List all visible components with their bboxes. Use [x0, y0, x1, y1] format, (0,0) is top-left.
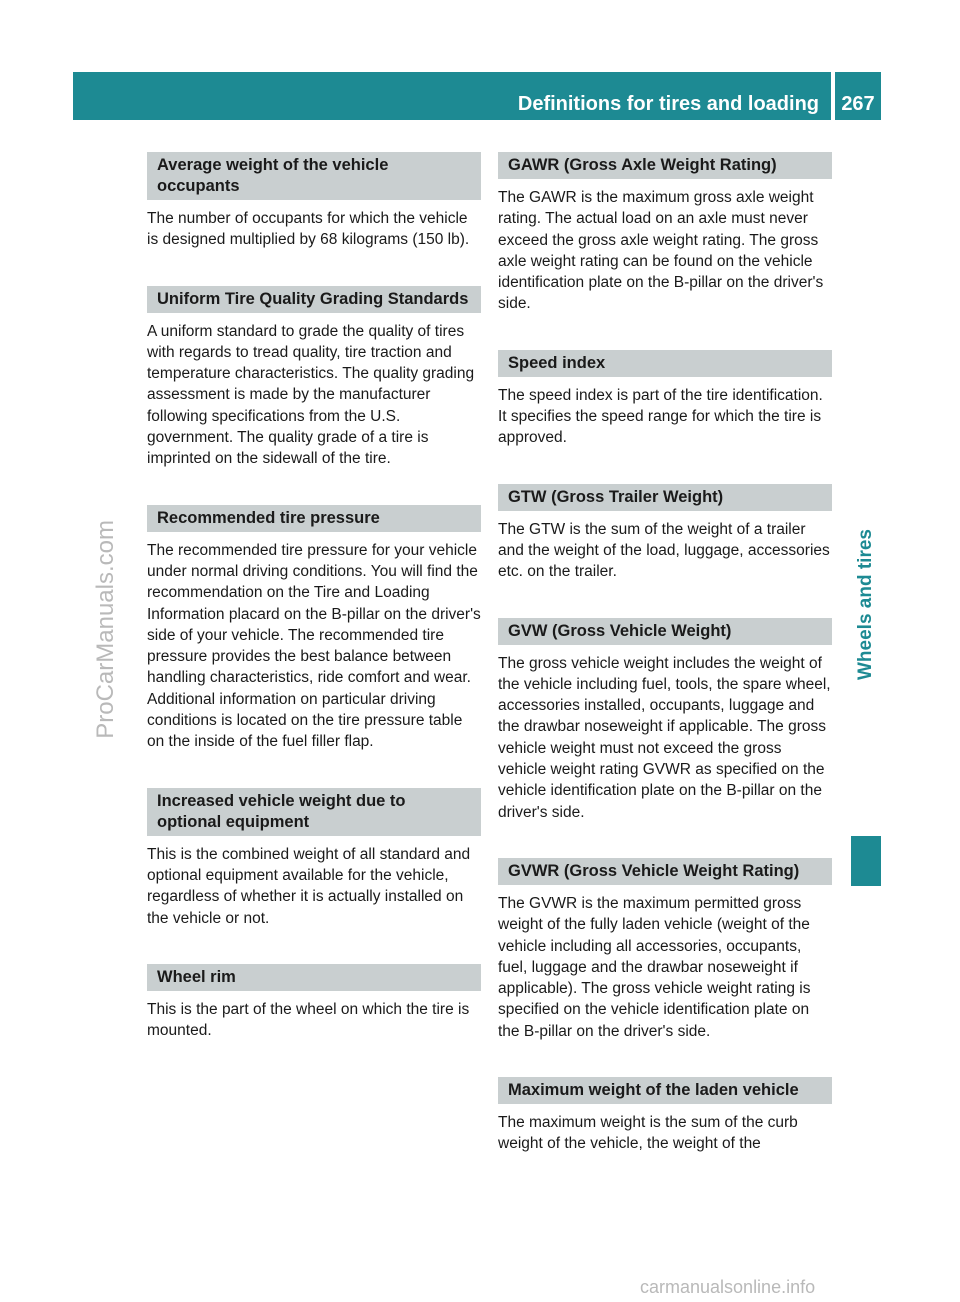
- watermark-bottom: carmanualsonline.info: [640, 1277, 816, 1297]
- chapter-tab-marker: [851, 836, 881, 886]
- section-body: The number of occupants for which the vehicle is designed multiplied by 68 kilograms (150 lb).: [147, 210, 470, 249]
- section-heading: Average weight of the vehicle occupants: [147, 152, 481, 200]
- page-number: 267: [841, 93, 875, 115]
- section-heading: GTW (Gross Trailer Weight): [498, 484, 832, 511]
- header-bar: [73, 72, 831, 120]
- section-body: The GTW is the sum of the weight of a trailer and the weight of the load, luggage, accessories etc. on the trailer.: [498, 520, 830, 581]
- watermark-left: ProCarManuals.com: [92, 520, 119, 739]
- section-heading: GAWR (Gross Axle Weight Rating): [498, 152, 832, 179]
- section-body: A uniform standard to grade the quality of tires with regards to tread quality, tire traction and temperature characteristics. The quality grading assessment is made by the manufacturer following specifications from the U.S. government. The quality grade of a tire is imprinted on the sidewall of the tire.: [147, 322, 475, 468]
- section-body: The recommended tire pressure for your vehicle under normal driving conditions. You will find the recommendation on the Tire and Loading Information placard on the B-pillar on the driver's side of your vehicle. The recommended tire pressure provides the best balance between handling characteristics, ride comfort and wear. Additional information on particular driving conditions is located on the tire pressure table on the inside of the fuel filler flap.: [147, 541, 481, 751]
- right-column: [498, 152, 832, 1190]
- section-heading: GVWR (Gross Vehicle Weight Rating): [498, 858, 832, 885]
- section-body: The GAWR is the maximum gross axle weight rating. The actual load on an axle must never exceed the gross axle weight rating. The gross axle weight rating can be found on the vehicle identification plate on the B-pillar on the driver's side.: [498, 189, 824, 313]
- section-body: This is the part of the wheel on which the tire is mounted.: [147, 1000, 470, 1040]
- section-heading: Speed index: [498, 350, 832, 377]
- section-gawr: [498, 152, 832, 315]
- section-utqg: [147, 286, 481, 470]
- section-heading: Wheel rim: [147, 964, 481, 991]
- section-average-occupant-weight: [147, 152, 481, 251]
- section-heading: Recommended tire pressure: [147, 505, 481, 532]
- section-max-laden-weight: [498, 1077, 832, 1155]
- section-gvwr: [498, 858, 832, 1042]
- section-heading: GVW (Gross Vehicle Weight): [498, 618, 832, 645]
- section-body: This is the combined weight of all standard and optional equipment available for the vehicle, regardless of whether it is actually installed on the vehicle or not.: [147, 845, 471, 927]
- section-body: The GVWR is the maximum permitted gross weight of the fully laden vehicle (weight of the vehicle including all accessories, occupants, fuel, luggage and the drawbar noseweight if applicable). The gross vehicle weight rating is specified on the vehicle identification plate on the B-pillar on the driver's side.: [498, 894, 811, 1040]
- section-heading: Maximum weight of the laden vehicle: [498, 1077, 832, 1104]
- section-heading: Uniform Tire Quality Grading Standards: [147, 286, 481, 313]
- section-optional-equipment-weight: [147, 788, 481, 929]
- section-wheel-rim: [147, 964, 481, 1042]
- left-column: [147, 152, 481, 1076]
- section-body: The maximum weight is the sum of the curb weight of the vehicle, the weight of the: [498, 1114, 798, 1153]
- section-recommended-tire-pressure: [147, 505, 481, 753]
- section-gvw: [498, 618, 832, 823]
- section-body: The gross vehicle weight includes the weight of the vehicle including fuel, tools, the spare wheel, accessories installed, occupants, luggage and the drawbar noseweight if applicable. The gross vehicle weight must not exceed the gross vehicle weight rating GVWR as specified on the vehicle identification plate on the B-pillar on the driver's side.: [498, 654, 831, 821]
- section-gtw: [498, 484, 832, 583]
- section-heading: Increased vehicle weight due to optional equipment: [147, 788, 481, 836]
- section-body: The speed index is part of the tire identification. It specifies the speed range for which the tire is approved.: [498, 386, 823, 447]
- page-title: Definitions for tires and loading: [517, 93, 819, 115]
- section-speed-index: [498, 350, 832, 449]
- chapter-tab-label: Wheels and tires: [855, 529, 876, 680]
- page-number-box: [835, 72, 881, 120]
